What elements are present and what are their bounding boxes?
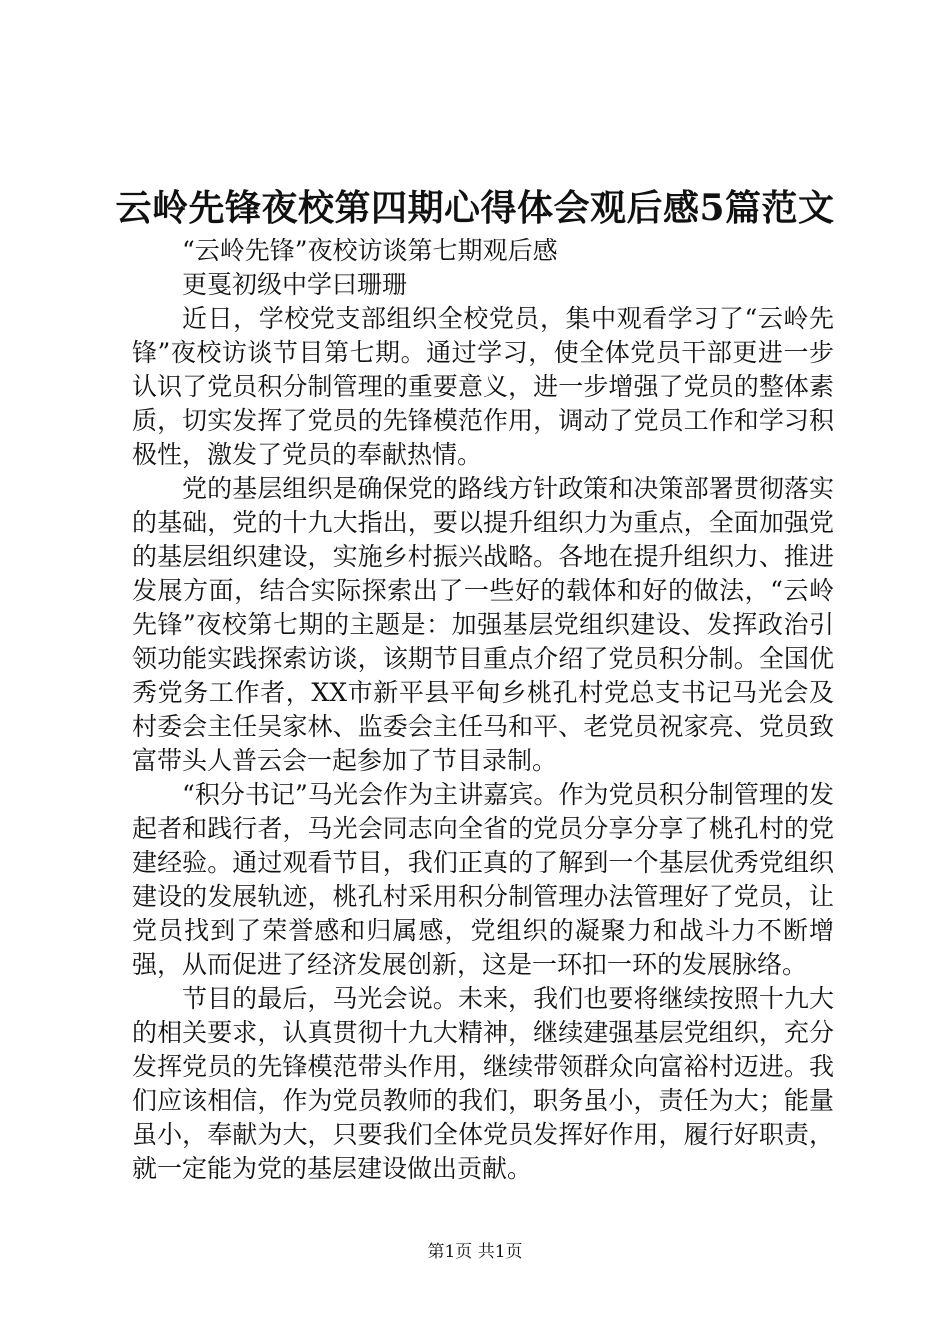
subtitle: “云岭先锋”夜校访谈第七期观后感 (182, 236, 558, 265)
paragraph-2: 党的基层组织是确保党的路线方针政策和决策部署贯彻落实的基础，党的十九大指出，要以提升组织力为重点，全面加强党的基层组织建设，实施乡村振兴战略。各地在提升组织力、推进发展方面，结合实际探索出了一些好的载体和好的做法，“云岭先锋”夜校第七期的主题是：加强基层党组织建设、发挥政治引领功能实践探索访谈，该期节目重点介绍了党员积分制。全国优秀党务工作者，XX市新平县平甸乡桃孔村党总支书记马光会及村委会主任吴家林、监委会主任马和平、老党员祝家亮、党员致富带头人普云会一起参加了节目录制。 (132, 474, 834, 775)
author-line: 更戛初级中学曰珊珊 (182, 270, 408, 299)
paragraph-3: “积分书记”马光会作为主讲嘉宾。作为党员积分制管理的发起者和践行者，马光会同志向全省的党员分享分享了桃孔村的党建经验。通过观看节目，我们正真的了解到一个基层优秀党组织建设的发展轨迹，桃孔村采用积分制管理办法管理好了党员，让党员找到了荣誉感和归属感，党组织的凝聚力和战斗力不断增强，从而促进了经济发展创新，这是一环扣一环的发展脉络。 (132, 780, 834, 979)
paragraph-4: 节目的最后，马光会说。未来，我们也要将继续按照十九大的相关要求，认真贯彻十九大精神，继续建强基层党组织，充分发挥党员的先锋模范带头作用，继续带领群众向富裕村迈进。我们应该相信，作为党员教师的我们，职务虽小，责任为大；能量虽小，奉献为大，只要我们全体党员发挥好作用，履行好职责，就一定能为党的基层建设做出贡献。 (132, 984, 834, 1183)
document-title: 云岭先锋夜校第四期心得体会观后感5篇范文 (115, 187, 835, 229)
paragraph-1: 近日，学校党支部组织全校党员，集中观看学习了“云岭先锋”夜校访谈节目第七期。通过学习，使全体党员干部更进一步认识了党员积分制管理的重要意义，进一步增强了党员的整体素质，切实发挥了党员的先锋模范作用，调动了党员工作和学习积极性，激发了党员的奉献热情。 (132, 304, 834, 469)
document-body (132, 234, 834, 1186)
page-footer: 第1页 共1页 (427, 1242, 523, 1262)
